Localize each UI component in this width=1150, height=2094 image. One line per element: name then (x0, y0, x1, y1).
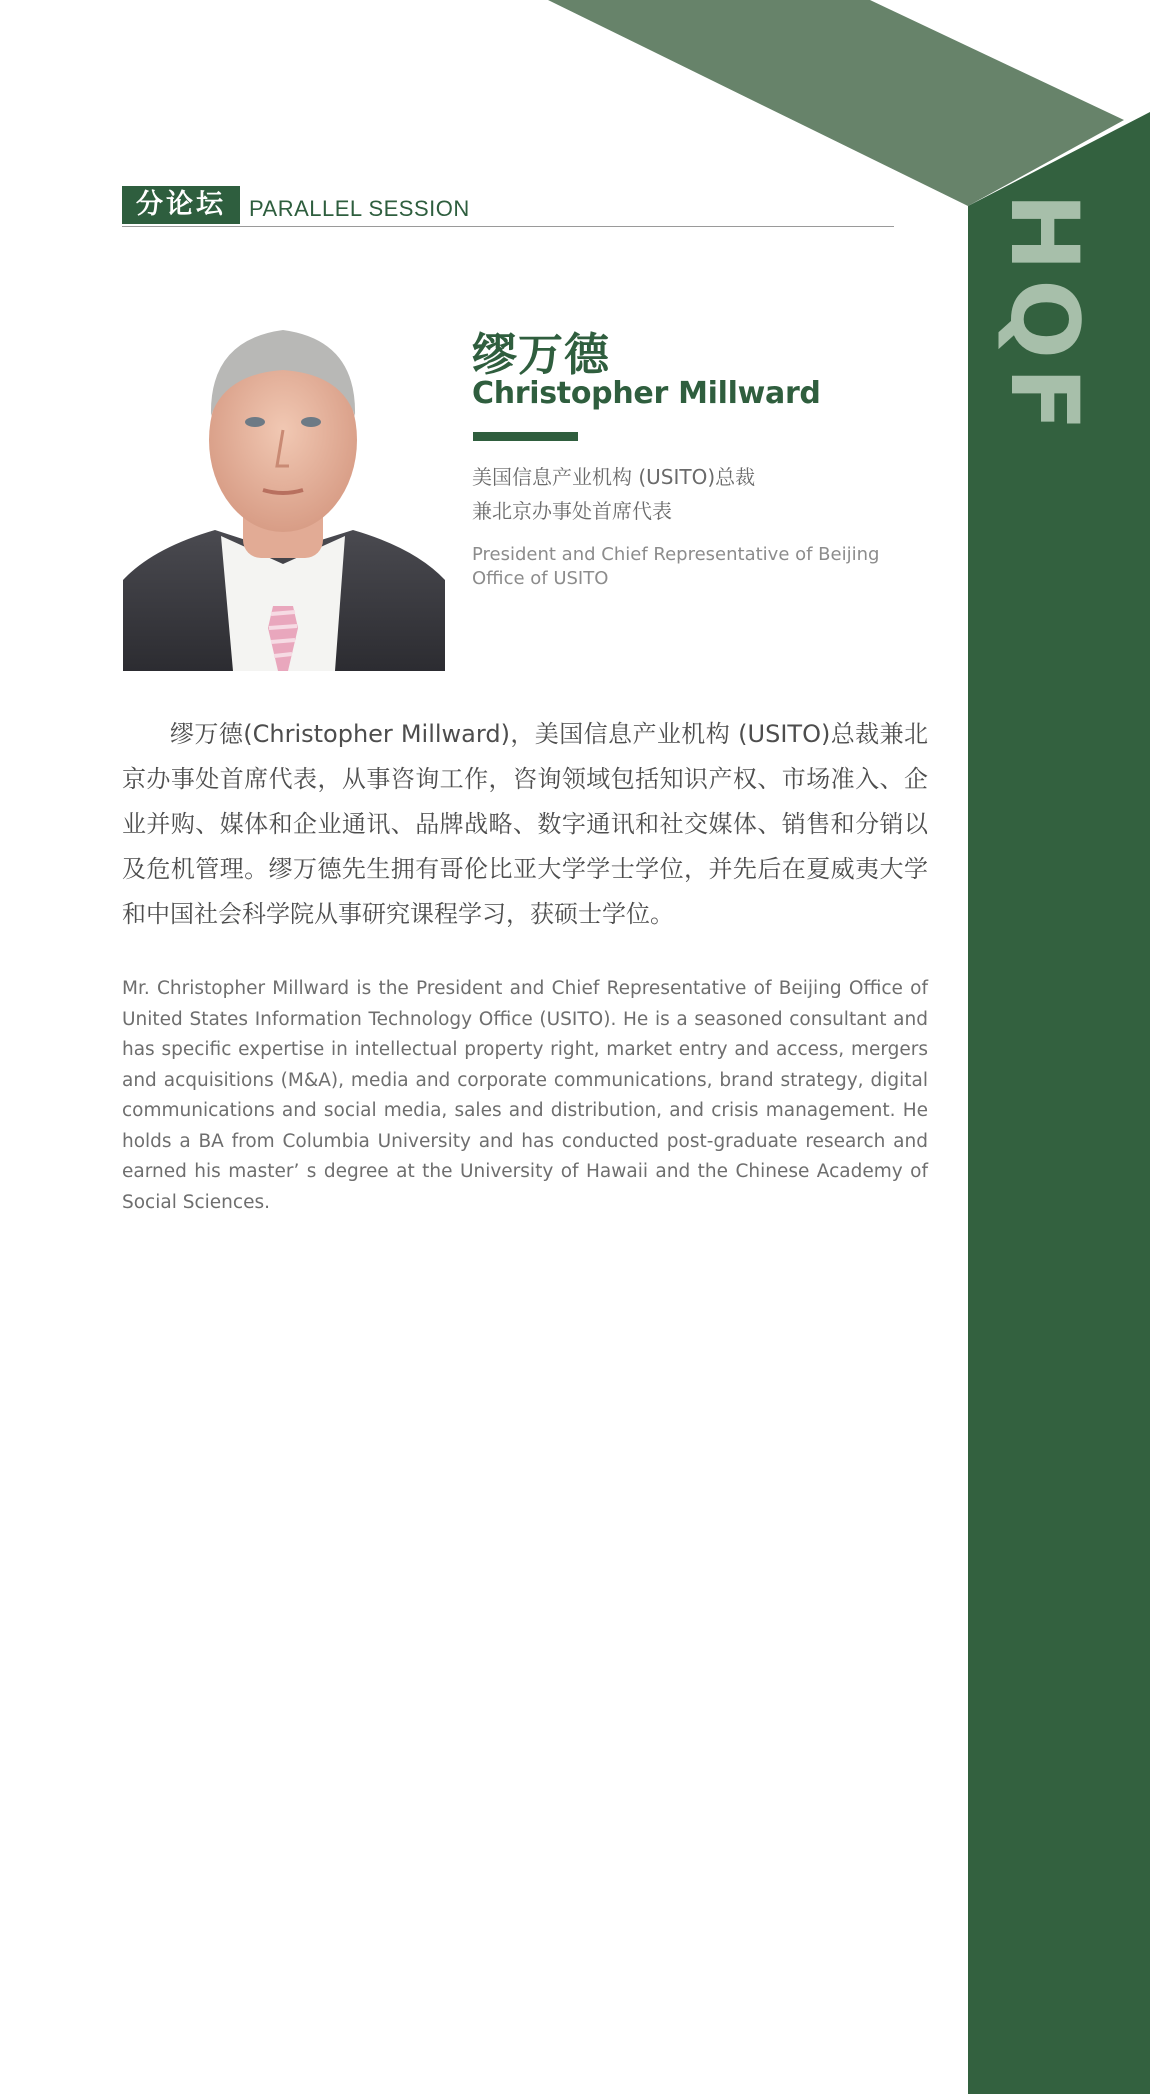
right-eye (301, 417, 321, 427)
speaker-name-chinese: 缪万德 (472, 328, 611, 381)
speaker-name-english: Christopher Millward (472, 376, 821, 411)
biography-english: Mr. Christopher Millward is the President and Chief Representative of Beijing Office of United States Information Technology Office (USITO). He is a seasoned consultant and has specific expertise in intellectual property right, market entry and access, mergers and acquisitions (M&A), media and corporate communications, brand strategy, digital communications and social media, sales and distribution, and crisis management. He holds a BA from Columbia University and has conducted post-graduate research and earned his master’ s degree at the University of Hawaii and the Chinese Academy of Social Sciences. (122, 978, 928, 1213)
title-cn-line-2: 兼北京办事处首席代表 (472, 499, 672, 523)
speaker-title-english: President and Chief Representative of Beijing Office of USITO (472, 544, 880, 589)
hqf-brand-mark: HQF (989, 192, 1098, 440)
speaker-title-chinese (472, 460, 902, 528)
title-cn-line-1: 美国信息产业机构 (USITO)总裁 (472, 465, 756, 489)
section-header (122, 184, 894, 227)
name-underline-bar (473, 432, 578, 441)
portrait-photo (123, 290, 445, 671)
biography-chinese: 缪万德(Christopher Millward)，美国信息产业机构 (USITO)总裁兼北京办事处首席代表，从事咨询工作，咨询领域包括知识产权、市场准入、企业并购、媒体和企业通讯、品牌战略、数字通讯和社交媒体、销售和分销以及危机管理。缪万德先生拥有哥伦比亚大学学士学位，并先后在夏威夷大学和中国社会科学院从事研究课程学习，获硕士学位。 (122, 720, 928, 928)
left-eye (245, 417, 265, 427)
section-label: PARALLEL SESSION (249, 196, 470, 221)
section-tag: 分论坛 (122, 186, 240, 224)
